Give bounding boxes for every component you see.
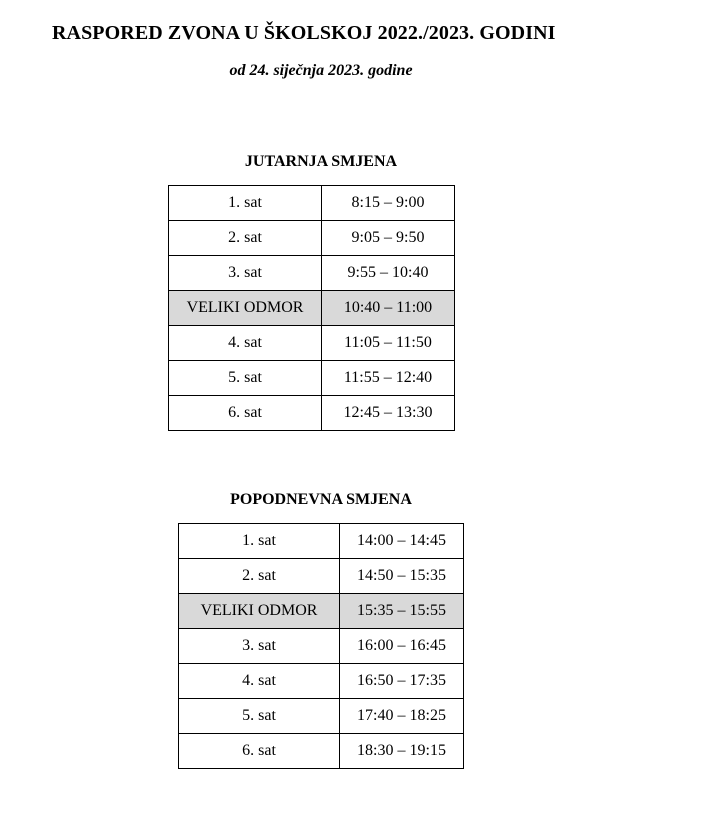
morning-schedule-table	[168, 185, 455, 431]
time-cell: 11:55 – 12:40	[322, 361, 455, 396]
break-row	[169, 291, 455, 326]
break-row	[179, 594, 464, 629]
afternoon-shift-title: POPODNEVNA SMJENA	[230, 491, 412, 508]
morning-shift-title: JUTARNJA SMJENA	[244, 153, 398, 170]
period-cell: 6. sat	[179, 734, 340, 769]
time-cell: 18:30 – 19:15	[340, 734, 464, 769]
table-row	[169, 221, 455, 256]
period-cell: 4. sat	[179, 664, 340, 699]
time-cell: 10:40 – 11:00	[322, 291, 455, 326]
table-row	[169, 186, 455, 221]
time-cell: 14:50 – 15:35	[340, 559, 464, 594]
time-cell: 9:55 – 10:40	[322, 256, 455, 291]
page-subtitle: od 24. siječnja 2023. godine	[229, 62, 413, 79]
table-row	[179, 559, 464, 594]
afternoon-schedule-table	[178, 523, 464, 769]
time-cell: 11:05 – 11:50	[322, 326, 455, 361]
period-cell: 3. sat	[169, 256, 322, 291]
period-cell: VELIKI ODMOR	[179, 594, 340, 629]
table-row	[169, 326, 455, 361]
period-cell: 2. sat	[169, 221, 322, 256]
table-row	[179, 699, 464, 734]
period-cell: 5. sat	[179, 699, 340, 734]
time-cell: 9:05 – 9:50	[322, 221, 455, 256]
time-cell: 16:00 – 16:45	[340, 629, 464, 664]
period-cell: 1. sat	[169, 186, 322, 221]
table-row	[169, 361, 455, 396]
period-cell: 6. sat	[169, 396, 322, 431]
time-cell: 8:15 – 9:00	[322, 186, 455, 221]
table-row	[169, 256, 455, 291]
time-cell: 14:00 – 14:45	[340, 524, 464, 559]
period-cell: 4. sat	[169, 326, 322, 361]
period-cell: 5. sat	[169, 361, 322, 396]
period-cell: 3. sat	[179, 629, 340, 664]
time-cell: 16:50 – 17:35	[340, 664, 464, 699]
period-cell: VELIKI ODMOR	[169, 291, 322, 326]
time-cell: 12:45 – 13:30	[322, 396, 455, 431]
table-row	[179, 629, 464, 664]
table-row	[179, 664, 464, 699]
period-cell: 1. sat	[179, 524, 340, 559]
table-row	[179, 734, 464, 769]
table-row	[179, 524, 464, 559]
time-cell: 17:40 – 18:25	[340, 699, 464, 734]
time-cell: 15:35 – 15:55	[340, 594, 464, 629]
period-cell: 2. sat	[179, 559, 340, 594]
page-title: RASPORED ZVONA U ŠKOLSKOJ 2022./2023. GODINI	[52, 22, 556, 44]
table-row	[169, 396, 455, 431]
